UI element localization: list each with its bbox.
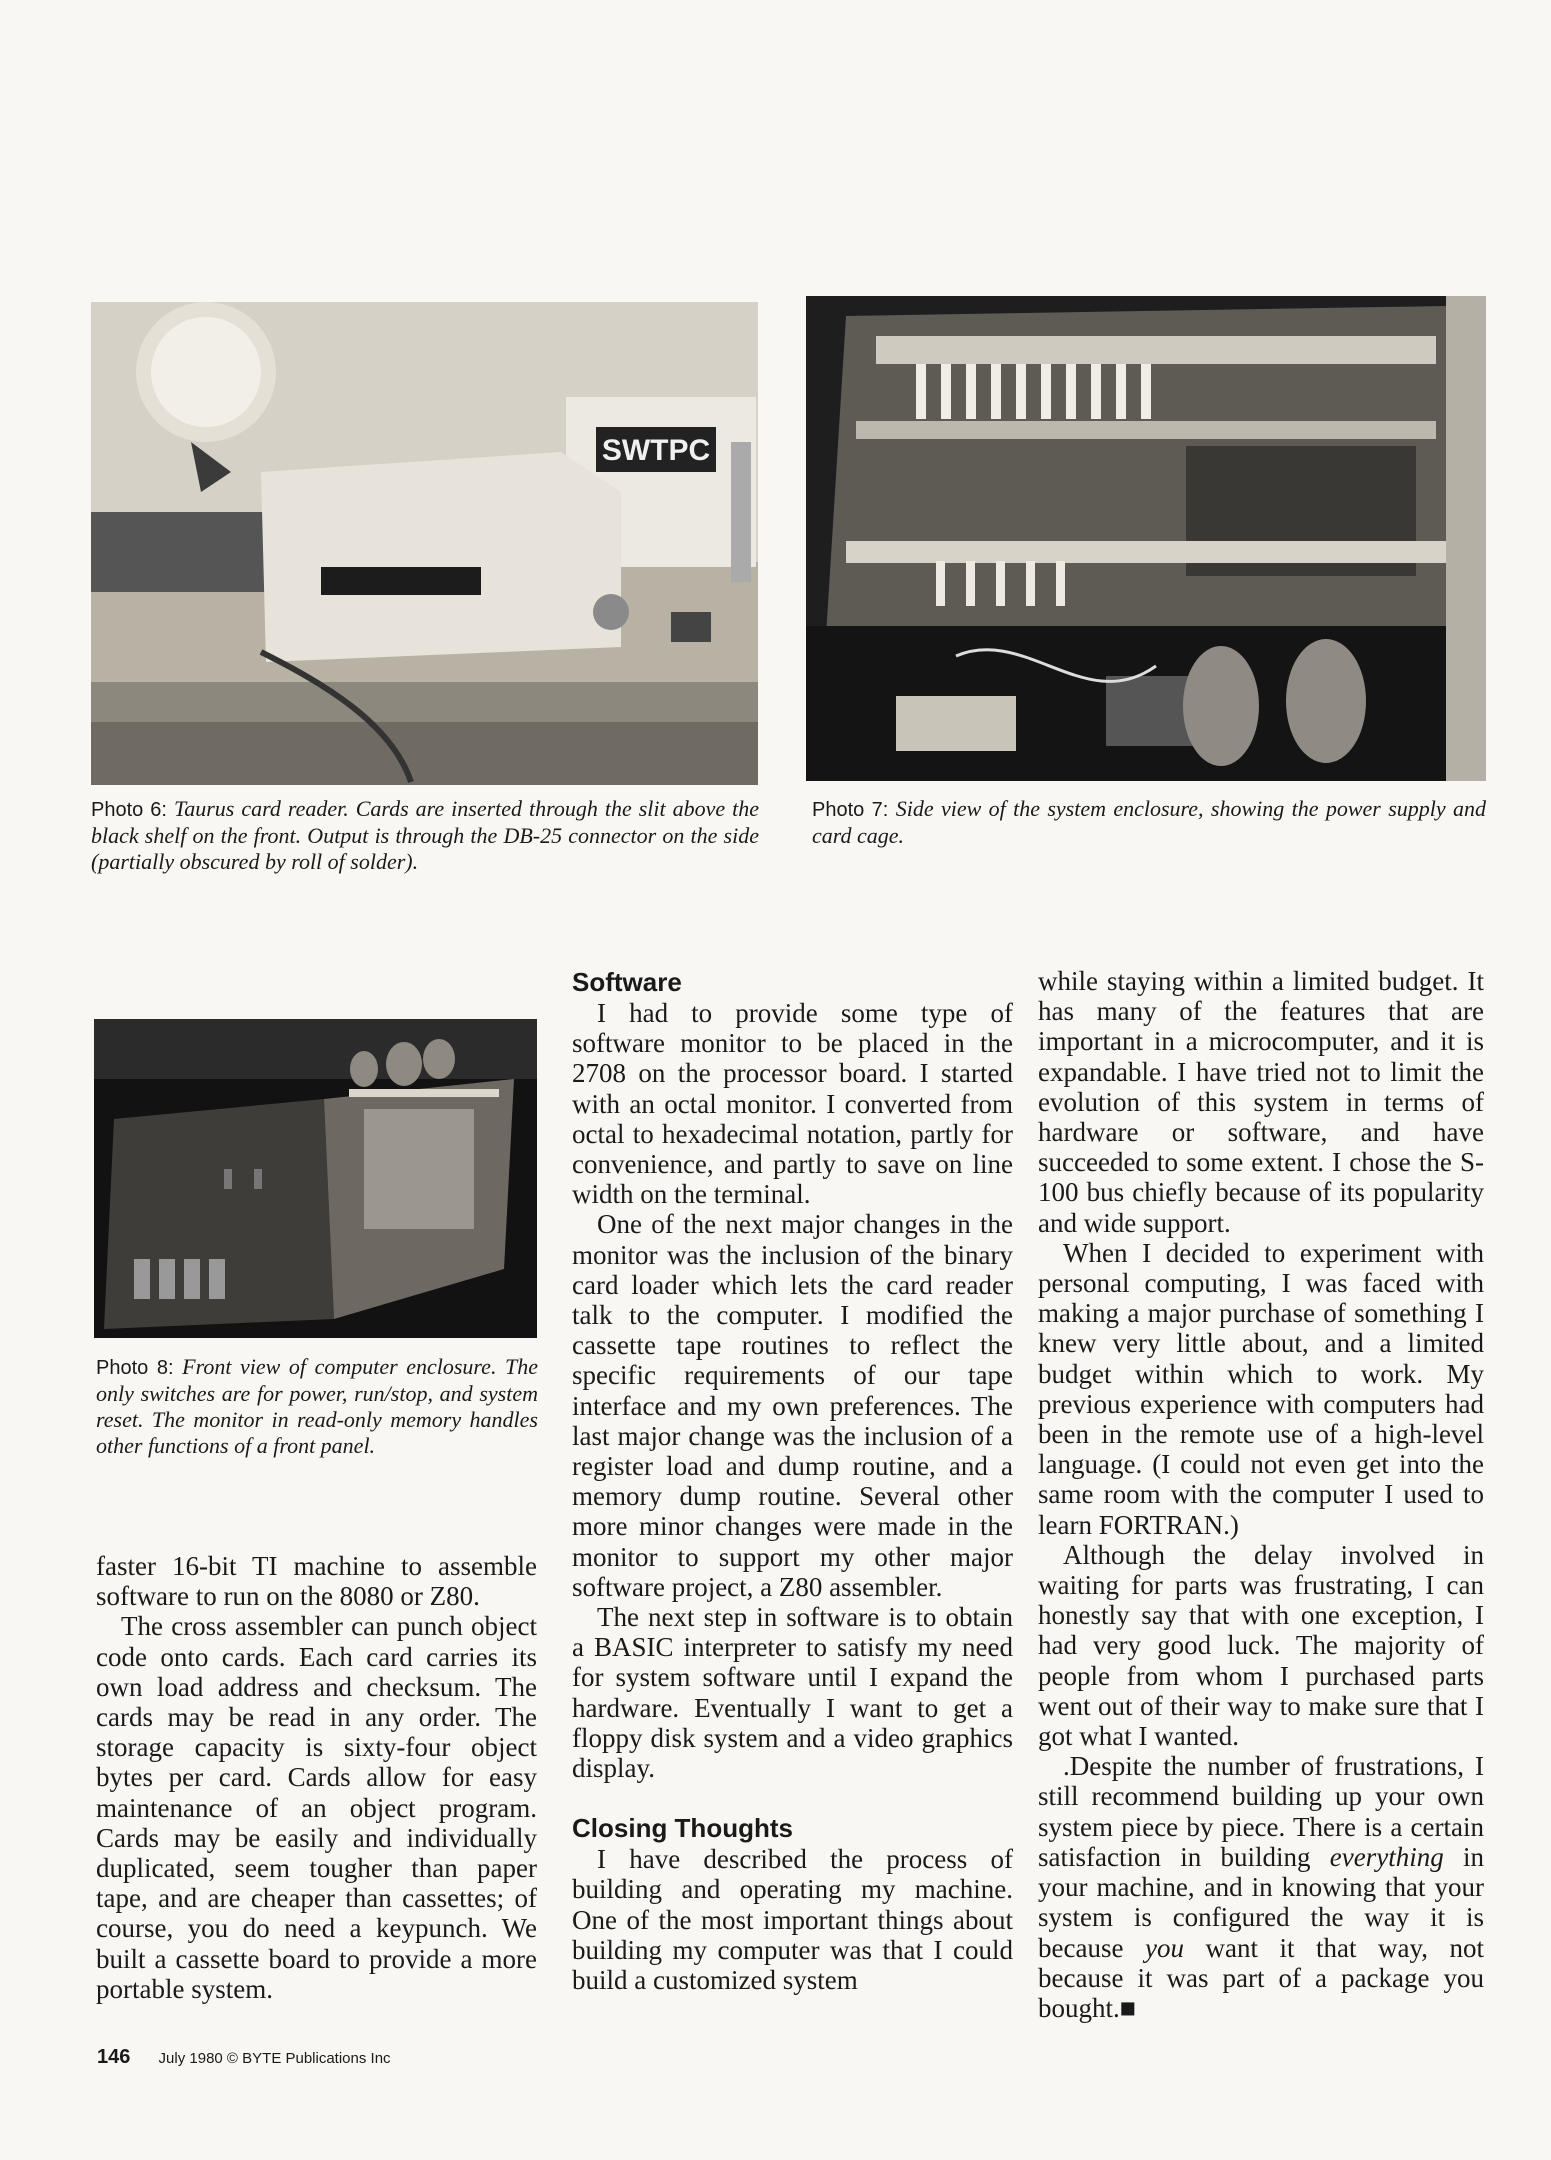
photo-6-caption (91, 796, 759, 875)
column-3-paragraph: Although the delay involved in waiting for parts was frustrating, I can honestly say that with one exception, I had very good luck. The majority of people from whom I purchased parts went out of their way to make sure that I got what I wanted. (1038, 1539, 1484, 1752)
photo-8-front-view (94, 1019, 537, 1338)
page-footer (97, 2046, 391, 2069)
heading-software: Software (572, 967, 682, 997)
photo-7-caption (812, 796, 1486, 849)
column-2 (572, 967, 1013, 1995)
photo-7-label: Photo 7: (812, 799, 889, 821)
column-1 (96, 1551, 537, 2004)
software-paragraph: I had to provide some type of software monitor to be placed in the 2708 on the processor board. I started with an octal monitor. I converted from octal to hexadecimal notation, partly for convenience, and partly to save on line width on the terminal. (572, 998, 1013, 1210)
photo-8-caption (96, 1354, 538, 1459)
column-3 (1038, 966, 1484, 2023)
software-paragraph: One of the next major changes in the monitor was the inclusion of the binary card loader which lets the card reader talk to the computer. I modified the cassette tape routines to reflect the specific requirements of our tape interface and my own preferences. The last major change was the inclusion of a register load and dump routine, and a memory dump routine. Several other more minor changes were made in the monitor to support my other major software project, a Z80 assembler. (572, 1209, 1013, 1602)
emphasis-everything: everything (1329, 1841, 1444, 1872)
photo-6-caption-text: Taurus card reader. Cards are inserted through the slit above the black shelf on the front. Output is through the DB-25 connector on the side (partially obscured by roll of solder). (91, 796, 760, 874)
column-1-paragraph: The cross assembler can punch object code onto cards. Each card carries its own load address and checksum. The cards may be read in any order. The storage capacity is sixty-four object bytes per card. Cards allow for easy maintenance of an object program. Cards may be easily and individually duplicated, seem tougher than paper tape, and are cheaper than cassettes; of course, you do need a keypunch. We built a cassette board to provide a more portable system. (96, 1611, 537, 2004)
final-paragraph-text-b: in your machine, and in knowing that your system is configured the way it is because (1038, 1841, 1484, 1963)
photo-6-label: Photo 6: (91, 799, 167, 821)
photo-7-caption-text: Side view of the system enclosure, showing the power supply and card cage. (812, 796, 1486, 848)
page-number: 146 (97, 2046, 131, 2068)
heading-closing-thoughts: Closing Thoughts (572, 1813, 793, 1844)
software-paragraph: The next step in software is to obtain a BASIC interpreter to satisfy my need for system software until I expand the hardware. Eventually I want to get a floppy disk system and a video graphics display. (572, 1602, 1013, 1784)
end-mark: ■ (1119, 1992, 1137, 2023)
column-3-paragraph: while staying within a limited budget. It has many of the features that are important in a microcomputer, and it is expandable. I have tried not to limit the evolution of this system in terms of hardware or software, and have succeeded to some extent. I chose the S-100 bus chiefly because of its popularity and wide support. (1038, 966, 1484, 1238)
photo-8-label: Photo 8: (96, 1357, 174, 1379)
column-1-paragraph: faster 16-bit TI machine to assemble software to run on the 8080 or Z80. (96, 1551, 537, 1612)
photo-6-sign-text: SWTPC (601, 434, 711, 467)
photo-8-caption-text: Front view of computer enclosure. The only switches are for power, run/stop, and system reset. The monitor in read-only memory handles other functions of a front panel. (96, 1354, 539, 1458)
issue-line: July 1980 © BYTE Publications Inc (158, 2050, 391, 2067)
final-paragraph-text-a: .Despite the number of frustrations, I still recommend building up your own system piece by piece. There is a certain satisfaction in building (1038, 1751, 1484, 1872)
closing-paragraph: I have described the process of building and operating my machine. One of the most important things about building my computer was that I could build a customized system (572, 1844, 1013, 1996)
emphasis-you: you (1144, 1932, 1184, 1963)
column-3-paragraph: When I decided to experiment with personal computing, I was faced with making a major purchase of something I knew very little about, and a limited budget within which to work. My previous experience with computers had been in the remote use of a high-level language. (I could not even get into the same room with the computer I used to learn FORTRAN.) (1038, 1237, 1484, 1540)
photo-6-card-reader (91, 302, 758, 785)
photo-7-system-enclosure (806, 296, 1486, 781)
column-3-final-paragraph (1038, 1751, 1484, 2023)
final-paragraph-text-c: want it that way, not because it was part of a package you bought. (1038, 1932, 1484, 2023)
